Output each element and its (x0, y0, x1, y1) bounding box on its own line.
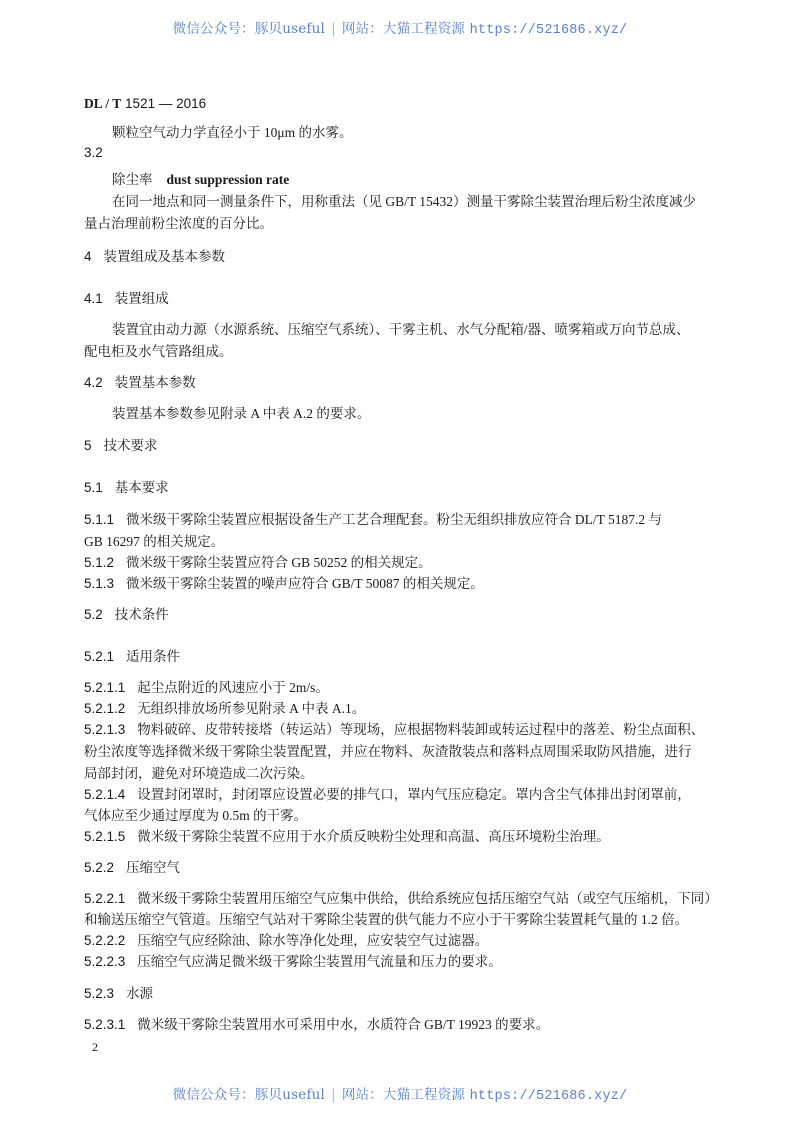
section-4-2-text: 装置基本参数参见附录 A 中表 A.2 的要求。 (112, 406, 371, 421)
clause-number: 5.1.2 (84, 555, 115, 570)
document-id-header (84, 96, 206, 112)
section-4-1-text-line-2: 配电柜及水气管路组成。 (84, 344, 233, 359)
clause-5-2-2-2 (84, 929, 488, 949)
section-5-2-1-heading (84, 645, 180, 665)
term-definition-line-1: 在同一地点和同一测量条件下，用称重法（见 GB/T 15432）测量干雾除尘装置治理后粉尘浓度减少 (112, 194, 697, 209)
clause-text: 微米级干雾除尘装置应符合 GB 50252 的相关规定。 (126, 555, 432, 570)
clause-5-2-1-2 (84, 697, 365, 717)
clause-text: 压缩空气应满足微米级干雾除尘装置用气流量和压力的要求。 (137, 954, 502, 969)
clause-5-2-2-1-line-1 (84, 887, 718, 907)
section-5-heading (84, 434, 158, 454)
clause-5-2-1-3-line-3: 局部封闭，避免对环境造成二次污染。 (84, 766, 314, 781)
section-4-2-heading (84, 371, 196, 391)
section-title: 技术要求 (103, 438, 158, 453)
clause-number: 5.1.3 (84, 576, 115, 591)
clause-5-1-3 (84, 572, 484, 592)
clause-text: 起尘点附近的风速应小于 2m/s。 (137, 680, 329, 695)
clause-5-2-1-4-line-1 (84, 783, 691, 803)
section-title: 装置基本参数 (114, 375, 196, 390)
watermark-site-label: 网站：大猫工程资源 (341, 1087, 466, 1103)
clause-text: 微米级干雾除尘装置应根据设备生产工艺合理配套。粉尘无组织排放应符合 DL/T 5187.2 与 (126, 512, 663, 527)
clause-number: 5.2.3.1 (84, 1017, 126, 1032)
clause-text: 微米级干雾除尘装置用压缩空气应集中供给，供给系统应包括压缩空气站（或空气压缩机，下同） (137, 891, 718, 906)
clause-5-2-1-4-line-2: 气体应至少通过厚度为 0.5m 的干雾。 (84, 808, 308, 823)
section-title: 水源 (126, 986, 154, 1001)
clause-text: 压缩空气应经除油、除水等净化处理，应安装空气过滤器。 (137, 933, 489, 948)
clause-text: 无组织排放场所参见附录 A 中表 A.1。 (137, 701, 366, 716)
clause-number: 5.2.2.3 (84, 954, 126, 969)
section-title: 技术条件 (114, 607, 169, 622)
term-3-2 (84, 168, 289, 188)
clause-text: 设置封闭罩时，封闭罩应设置必要的排气口，罩内气压应稳定。罩内含尘气体排出封闭罩前， (137, 787, 691, 802)
clause-5-2-1-3-line-2: 粉尘浓度等选择微米级干雾除尘装置配置，并应在物料、灰渣散装点和落料点周围采取防风措施，进行 (84, 744, 692, 759)
clause-5-2-1-3-line-1 (84, 718, 704, 738)
clause-text: 微米级干雾除尘装置的噪声应符合 GB/T 50087 的相关规定。 (126, 576, 484, 591)
clause-text: 微米级干雾除尘装置用水可采用中水，水质符合 GB/T 19923 的要求。 (137, 1017, 550, 1032)
clause-5-2-2-1-line-2: 和输送压缩空气管道。压缩空气站对干雾除尘装置的供气能力不应小于干雾除尘装置耗气量的 1.2 倍。 (84, 912, 689, 927)
section-5-2-3-heading (84, 982, 153, 1002)
clause-5-2-1-1 (84, 676, 329, 696)
clause-5-1-1-line-1 (84, 508, 662, 528)
watermark-wechat-label: 微信公众号：豚贝useful (172, 21, 326, 37)
watermark-bottom (0, 1083, 800, 1104)
section-5-2-2-heading (84, 856, 180, 876)
section-number: 5.2.1 (84, 649, 115, 664)
section-title: 适用条件 (126, 649, 181, 664)
clause-5-2-3-1 (84, 1013, 549, 1033)
section-4-1-text-line-1: 装置宜由动力源（水源系统、压缩空气系统）、干雾主机、水气分配箱/器、喷雾箱或万向节总成、 (112, 322, 690, 337)
term-definition-line-2: 量占治理前粉尘浓度的百分比。 (84, 216, 273, 231)
clause-5-1-1-line-2: GB 16297 的相关规定。 (84, 534, 225, 549)
section-5-2-heading (84, 603, 169, 623)
clause-number: 5.2.2.1 (84, 891, 126, 906)
watermark-url[interactable]: https://521686.xyz/ (469, 1089, 628, 1104)
clause-text: 微米级干雾除尘装置不应用于水介质反映粉尘处理和高温、高压环境粉尘治理。 (137, 829, 610, 844)
section-number: 4 (84, 249, 92, 264)
watermark-top (0, 17, 800, 38)
watermark-separator: | (331, 1087, 336, 1103)
section-number: 5.1 (84, 480, 103, 495)
section-title: 装置组成 (114, 291, 169, 306)
term-en: dust suppression rate (166, 172, 290, 187)
clause-number: 5.2.1.5 (84, 829, 126, 844)
term-number: 3.2 (84, 145, 103, 160)
clause-number: 5.2.1.2 (84, 701, 126, 716)
clause-number: 5.2.1.3 (84, 722, 126, 737)
section-number: 5.2 (84, 607, 103, 622)
section-number: 5.2.2 (84, 860, 115, 875)
section-number: 4.2 (84, 375, 103, 390)
clause-number: 5.2.2.2 (84, 933, 126, 948)
doc-prefix: DL / T (84, 96, 122, 111)
clause-5-1-2 (84, 551, 432, 571)
section-5-1-heading (84, 476, 169, 496)
clause-5-2-2-3 (84, 950, 502, 970)
watermark-site-label: 网站：大猫工程资源 (341, 21, 466, 37)
watermark-separator: | (331, 21, 336, 37)
section-title: 基本要求 (114, 480, 169, 495)
section-title: 装置组成及基本参数 (103, 249, 226, 264)
section-title: 压缩空气 (126, 860, 181, 875)
section-4-heading (84, 245, 225, 265)
section-number: 4.1 (84, 291, 103, 306)
section-number: 5 (84, 438, 92, 453)
doc-number: 1521 — 2016 (125, 96, 207, 111)
section-number: 5.2.3 (84, 986, 115, 1001)
page-number: 2 (92, 1040, 98, 1054)
clause-5-2-1-5 (84, 825, 610, 845)
watermark-url[interactable]: https://521686.xyz/ (469, 23, 628, 38)
clause-text: 物料破碎、皮带转接塔（转运站）等现场，应根据物料装卸或转运过程中的落差、粉尘点面积、 (137, 722, 705, 737)
term-3-1-continuation: 颗粒空气动力学直径小于 10μm 的水雾。 (112, 125, 353, 140)
watermark-wechat-label: 微信公众号：豚贝useful (172, 1087, 326, 1103)
section-4-1-heading (84, 287, 169, 307)
clause-number: 5.1.1 (84, 512, 115, 527)
clause-number: 5.2.1.4 (84, 787, 126, 802)
term-cn: 除尘率 (112, 172, 153, 187)
clause-number: 5.2.1.1 (84, 680, 126, 695)
